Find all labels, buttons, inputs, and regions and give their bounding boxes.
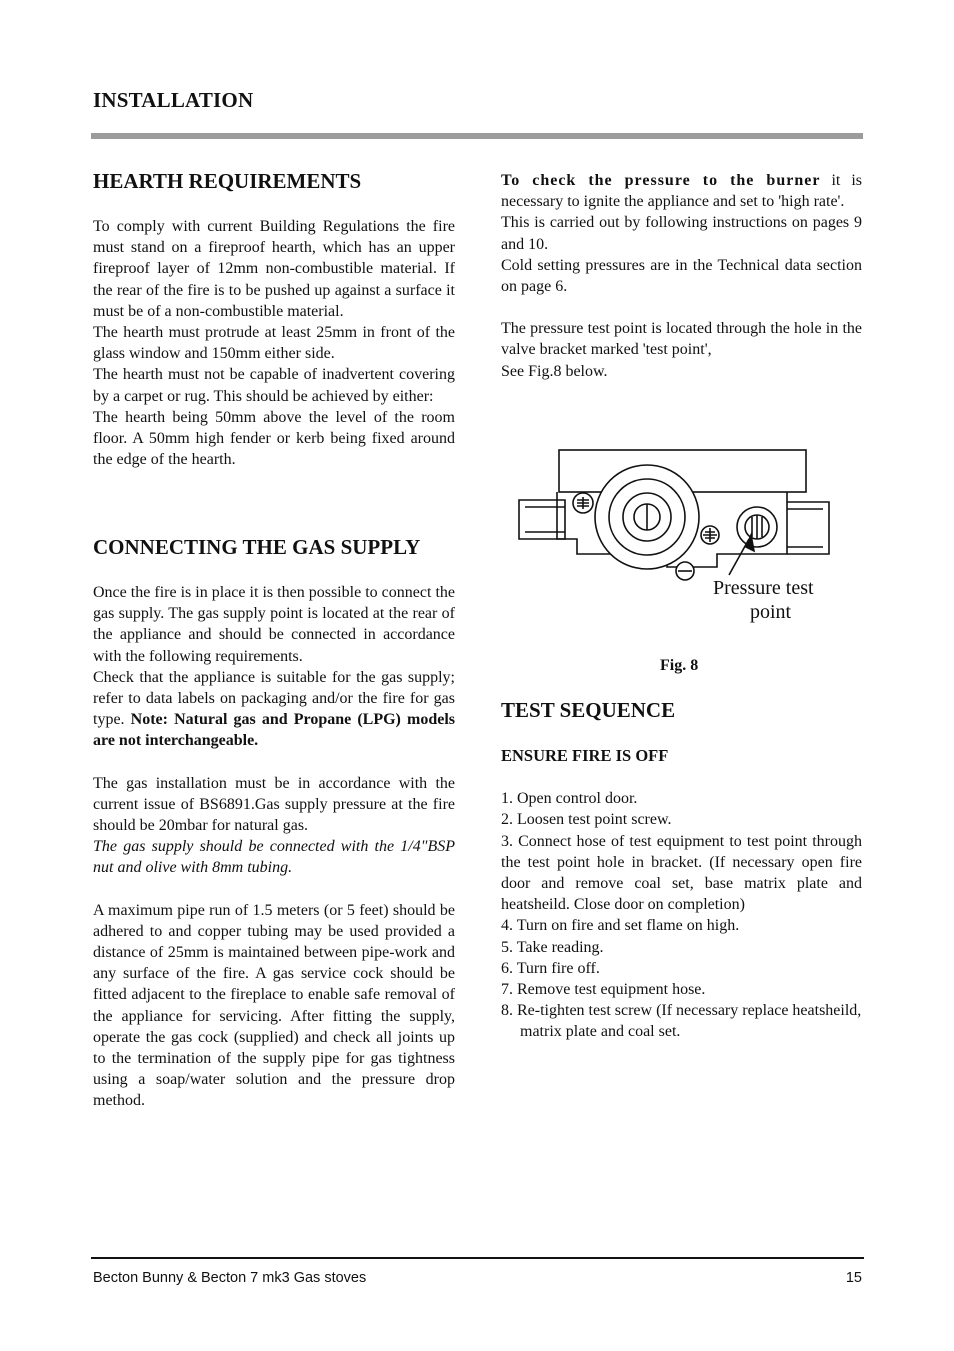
hearth-paragraph-3: The hearth must not be capable of inadvertent covering by a carpet or rug. This should be achieved by either: — [93, 366, 455, 405]
gas-title: CONNECTING THE GAS SUPPLY — [93, 535, 421, 559]
test-step-6: 6. Turn fire off. — [501, 959, 600, 977]
test-title: TEST SEQUENCE — [501, 698, 676, 722]
page-number: 15 — [845, 1270, 862, 1286]
pressure-paragraph-1 — [501, 170, 862, 212]
test-section — [501, 697, 862, 1043]
header-rule — [91, 133, 863, 139]
pressure-paragraph-5: See Fig.8 below. — [501, 362, 608, 380]
pressure-paragraph-2: This is carried out by following instructions on pages 9 and 10. — [501, 214, 862, 253]
test-step-7: 7. Remove test equipment hose. — [501, 981, 706, 999]
test-step-2: 2. Loosen test point screw. — [501, 811, 672, 829]
gas-section — [93, 534, 455, 1112]
test-steps-list — [501, 788, 862, 1042]
footer-rule — [91, 1257, 864, 1259]
test-step-8: 8. Re-tighten test screw (If necessary replace heatsheild, matrix plate and coal set. — [501, 1002, 862, 1041]
gas-paragraph-3: The gas installation must be in accordance with the current issue of BS6891.Gas supply pressure at the fire should be 20mbar for natural gas. — [93, 774, 455, 835]
hearth-paragraph-1: To comply with current Building Regulations the fire must stand on a fireproof hearth, which has an upper fireproof layer of 12mm non-combustible material. If the rear of the fire is to be pushed up against a surface it must be of a non-combustible material. — [93, 218, 455, 320]
pressure-section — [501, 170, 862, 382]
figure-caption: Fig. 8 — [660, 657, 699, 674]
pressure-paragraph-4: The pressure test point is located through the hole in the valve bracket marked 'test point', — [501, 320, 862, 359]
section-header: INSTALLATION — [93, 88, 254, 112]
pressure-paragraph-3: Cold setting pressures are in the Technical data section on page 6. — [501, 256, 862, 296]
hearth-section — [93, 168, 455, 470]
test-subtitle: ENSURE FIRE IS OFF — [501, 746, 669, 765]
pressure-test-label-1: Pressure test — [713, 577, 814, 599]
gas-paragraph-3-italic — [93, 836, 455, 878]
pressure-test-label-2: point — [750, 601, 792, 623]
hearth-title: HEARTH REQUIREMENTS — [93, 169, 362, 193]
gas-paragraph-2 — [93, 667, 455, 752]
gas-tubing-note: The gas supply should be connected with the 1/4"BSP nut and olive with 8mm tubing. — [93, 838, 455, 877]
pressure-lead-rest: it is necessary to ignite the appliance and set to 'high rate'. — [501, 172, 863, 211]
gas-note: Note: Natural gas and Propane (LPG) models are not interchangeable. — [93, 711, 455, 750]
pressure-lead: To check the pressure to the burner — [501, 172, 821, 189]
test-step-5: 5. Take reading. — [501, 938, 604, 956]
valve-diagram — [517, 447, 833, 625]
hearth-paragraph-2: The hearth must protrude at least 25mm in front of the glass window and 150mm either side. — [93, 324, 455, 363]
gas-paragraph-4: A maximum pipe run of 1.5 meters (or 5 feet) should be adhered to and copper tubing may be used provided a distance of 25mm is maintained between pipe-work and any surface of the fire. A gas service cock should be fitted adjacent to the fireplace to enable safe removal of the appliance for servicing. After fitting the supply, operate the gas cock (supplied) and check all joints up to the termination of the supply pipe for gas tightness using a soap/water solution and the pressure drop method. — [93, 901, 455, 1110]
test-step-3: 3. Connect hose of test equipment to test point through the test point hole in bracket. (If necessary open fire door and remove coal set, base matrix plate and heatsheild. Close door on completion) — [501, 832, 862, 914]
gas-paragraph-2-text: Check that the appliance is suitable for the gas supply; refer to data labels on packaging and/or the fire for gas type. — [93, 668, 455, 729]
footer-title: Becton Bunny & Becton 7 mk3 Gas stoves — [93, 1270, 367, 1286]
gas-paragraph-1: Once the fire is in place it is then possible to connect the gas supply. The gas supply point is located at the rear of the appliance and should be connected in accordance with the following requirements. — [93, 584, 455, 665]
test-step-1: 1. Open control door. — [501, 790, 638, 808]
hearth-paragraph-4: The hearth being 50mm above the level of the room floor. A 50mm high fender or kerb being fixed around the edge of the hearth. — [93, 408, 455, 469]
test-step-4: 4. Turn on fire and set flame on high. — [501, 917, 740, 935]
